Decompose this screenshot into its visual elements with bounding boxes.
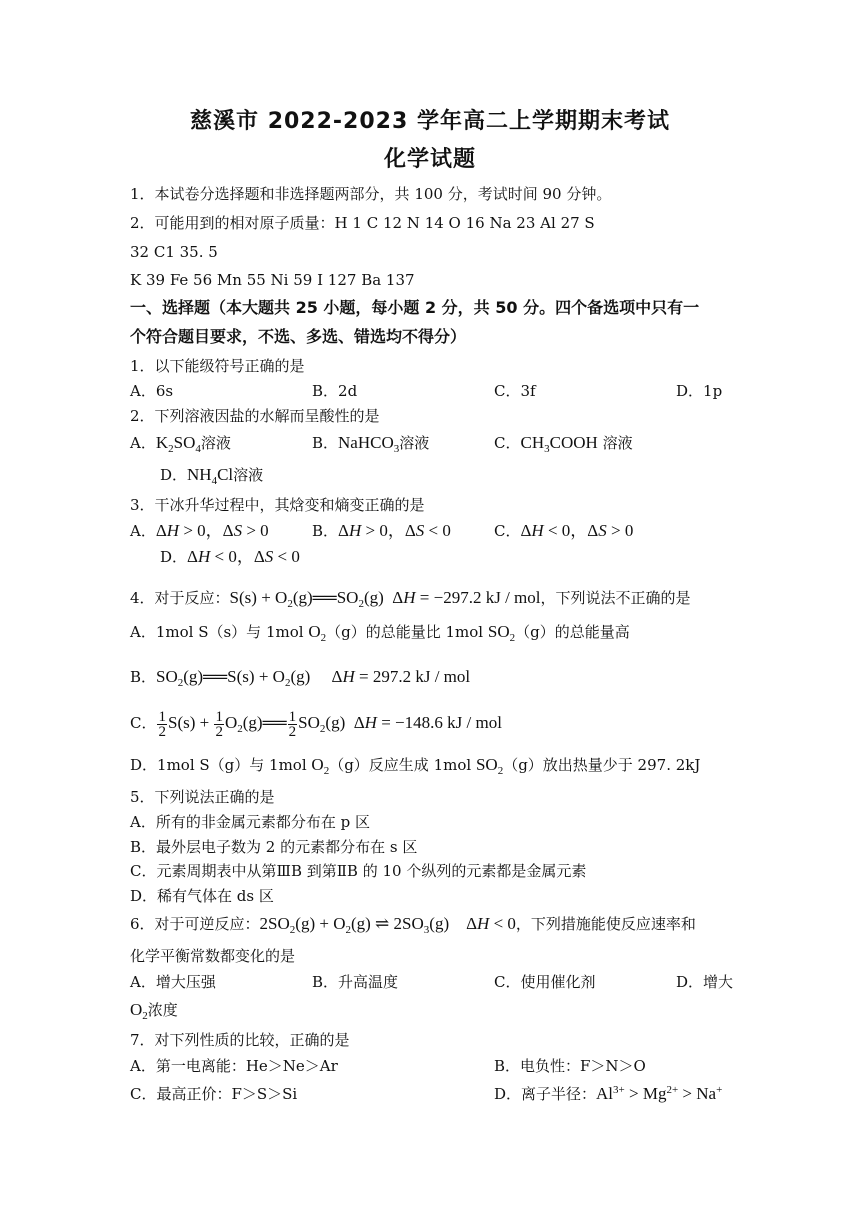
q3-option-a	[130, 521, 269, 541]
q1-option-c: C．3f	[494, 382, 536, 400]
q2-option-c-label: C．	[494, 434, 521, 452]
q3-option-b	[312, 521, 451, 541]
q3-option-d	[160, 547, 300, 567]
q4-option-a-text-end: （g）的总能量高	[515, 623, 630, 641]
q4-option-c	[130, 708, 502, 742]
q4-option-d-so2: $SO_2$	[475, 755, 504, 777]
q3-option-c-formula: ΔH < 0，ΔS > 0	[520, 521, 634, 540]
q6-option-d-cont	[130, 1000, 178, 1020]
q6-option-d-suffix: 浓度	[147, 1001, 178, 1019]
note-2-cont: 32 C1 35. 5	[130, 243, 218, 261]
q7-option-b: B．电负性：F＞N＞O	[494, 1057, 646, 1075]
q4-option-b-enthalpy: 297.2 kJ / mol	[372, 667, 471, 686]
q3-option-d-label: D．	[160, 548, 188, 566]
q3-option-b-formula: ΔH > 0，ΔS < 0	[338, 521, 451, 540]
q1-option-d: D．1p	[676, 382, 723, 400]
q2-option-a-suffix: 溶液	[200, 434, 231, 452]
q2-option-d	[160, 465, 263, 485]
q4-option-c-label: C．	[130, 714, 157, 732]
q4-option-c-enthalpy: −148.6 kJ / mol	[395, 713, 502, 732]
q7-stem: 7．对下列性质的比较，正确的是	[130, 1031, 350, 1049]
q2-option-c-formula: $CH_3COOH$	[520, 433, 598, 455]
q4-equation: $S(s) + O_2(g)══SO_2(g) \Delta H = -297.2$ kJ / mol	[229, 588, 541, 610]
q2-option-b-suffix: 溶液	[399, 434, 430, 452]
q6-stem	[130, 914, 696, 934]
note-2-cont-2: K 39 Fe 56 Mn 55 Ni 59 I 127 Ba 137	[130, 271, 415, 289]
q7-option-c: C．最高正价：F＞S＞Si	[130, 1085, 298, 1103]
q6-option-a: A．增大压强	[130, 973, 216, 991]
q7-option-d-formula: $Al^{3+} > Mg^{2+} > Na^+$	[596, 1084, 723, 1103]
q2-option-b-label: B．	[312, 434, 339, 452]
q2-option-a-formula: $K_2SO_4$	[155, 433, 201, 455]
note-1: 1．本试卷分选择题和非选择题两部分，共 100 分，考试时间 90 分钟。	[130, 185, 612, 203]
q4-option-d	[130, 755, 700, 775]
q4-stem-prefix: 4．对于反应：	[130, 589, 230, 607]
q2-option-c-suffix: 溶液	[602, 434, 633, 452]
q2-option-b	[312, 433, 429, 453]
q7-option-d-label: D．离子半径：	[494, 1085, 597, 1103]
q4-option-a-text: A．1mol S（s）与 1mol	[130, 623, 304, 641]
q6-option-c: C．使用催化剂	[494, 973, 596, 991]
q2-option-d-suffix: 溶液	[233, 466, 264, 484]
q2-stem: 2．下列溶液因盐的水解而呈酸性的是	[130, 407, 380, 425]
exam-subtitle: 化学试题	[383, 147, 476, 172]
q3-option-b-label: B．	[312, 522, 339, 540]
q4-stem-suffix: ，下列说法不正确的是	[540, 589, 691, 607]
q6-stem-cont: 化学平衡常数都变化的是	[130, 947, 296, 965]
q4-option-b	[130, 667, 470, 687]
q1-option-a: A．6s	[130, 382, 174, 400]
q6-option-d-o2: $O_2$	[130, 1000, 148, 1022]
q3-option-a-formula: ΔH > 0，ΔS > 0	[155, 521, 269, 540]
q4-option-d-o2: $O_2$	[311, 755, 330, 777]
q1-option-b: B．2d	[312, 382, 358, 400]
q3-option-d-formula: ΔH < 0，ΔS < 0	[187, 547, 300, 566]
q3-option-a-label: A．	[130, 522, 156, 540]
q5-option-b: B．最外层电子数为 2 的元素都分布在 s 区	[130, 838, 418, 856]
q2-option-d-formula: $NH_4Cl$	[187, 465, 234, 487]
q1-stem: 1．以下能级符号正确的是	[130, 357, 305, 375]
exam-title: 慈溪市 2022-2023 学年高二上学期期末考试	[190, 109, 670, 134]
q4-option-b-label: B．	[130, 668, 157, 686]
q4-option-a-o2: $O_2$	[308, 622, 327, 644]
q4-option-d-text-mid: （g）反应生成 1mol	[329, 756, 472, 774]
q4-option-c-equation: $\frac{1}{2}$ S(s) + $\frac{1}{2}$ $O_2(g)══$ $\frac{1}{2}$ $SO_2(g) \Delta H = -148.6$ kJ / mol	[158, 708, 502, 740]
q6-stem-suffix: ，下列措施能使反应速率和	[515, 915, 696, 933]
q2-option-d-label: D．	[160, 466, 188, 484]
q6-option-b: B．升高温度	[312, 973, 399, 991]
q5-option-a: A．所有的非金属元素都分布在 p 区	[130, 813, 370, 831]
q4-option-d-text: D．1mol S（g）与 1mol	[130, 756, 307, 774]
q2-option-c	[494, 433, 633, 453]
q4-stem	[130, 588, 691, 608]
q6-option-d: D．增大	[676, 973, 734, 991]
q4-option-a	[130, 622, 630, 642]
q3-option-c-label: C．	[494, 522, 521, 540]
q7-option-d	[494, 1084, 722, 1104]
q2-option-b-formula: NaHCO$_3$	[338, 433, 400, 455]
q3-stem: 3．干冰升华过程中，其焓变和熵变正确的是	[130, 496, 425, 514]
q4-option-a-so2: $SO_2$	[487, 622, 516, 644]
section-heading: 一、选择题（本大题共 25 小题，每小题 2 分，共 50 分。四个备选项中只有一	[130, 298, 700, 317]
section-heading-cont: 个符合题目要求，不选、多选、错选均不得分）	[130, 327, 467, 346]
note-2: 2．可能用到的相对原子质量：H 1 C 12 N 14 O 16 Na 23 Al 27 S	[130, 214, 595, 232]
q4-option-d-text-end: （g）放出热量少于 297. 2kJ	[503, 756, 701, 774]
q2-option-a-label: A．	[130, 434, 156, 452]
q6-equation: $2SO_2(g) + O_2(g)$ ⇌ $2SO_3(g)$ ΔH < 0	[259, 914, 516, 936]
q7-option-a: A．第一电离能：He＞Ne＞Ar	[130, 1057, 338, 1075]
q2-option-a	[130, 433, 231, 453]
q5-stem: 5．下列说法正确的是	[130, 788, 275, 806]
q4-option-b-equation: $SO_2(g)══S(s) + O_2(g)$ ΔH = 297.2 kJ / mol	[156, 667, 471, 689]
q4-enthalpy-value: −297.2 kJ / mol	[433, 588, 541, 607]
q5-option-c: C．元素周期表中从第ⅢB 到第ⅡB 的 10 个纵列的元素都是金属元素	[130, 862, 587, 880]
q6-stem-prefix: 6．对于可逆反应：	[130, 915, 260, 933]
q4-option-a-text-mid: （g）的总能量比 1mol	[326, 623, 484, 641]
q5-option-d: D．稀有气体在 ds 区	[130, 887, 274, 905]
q3-option-c	[494, 521, 633, 541]
